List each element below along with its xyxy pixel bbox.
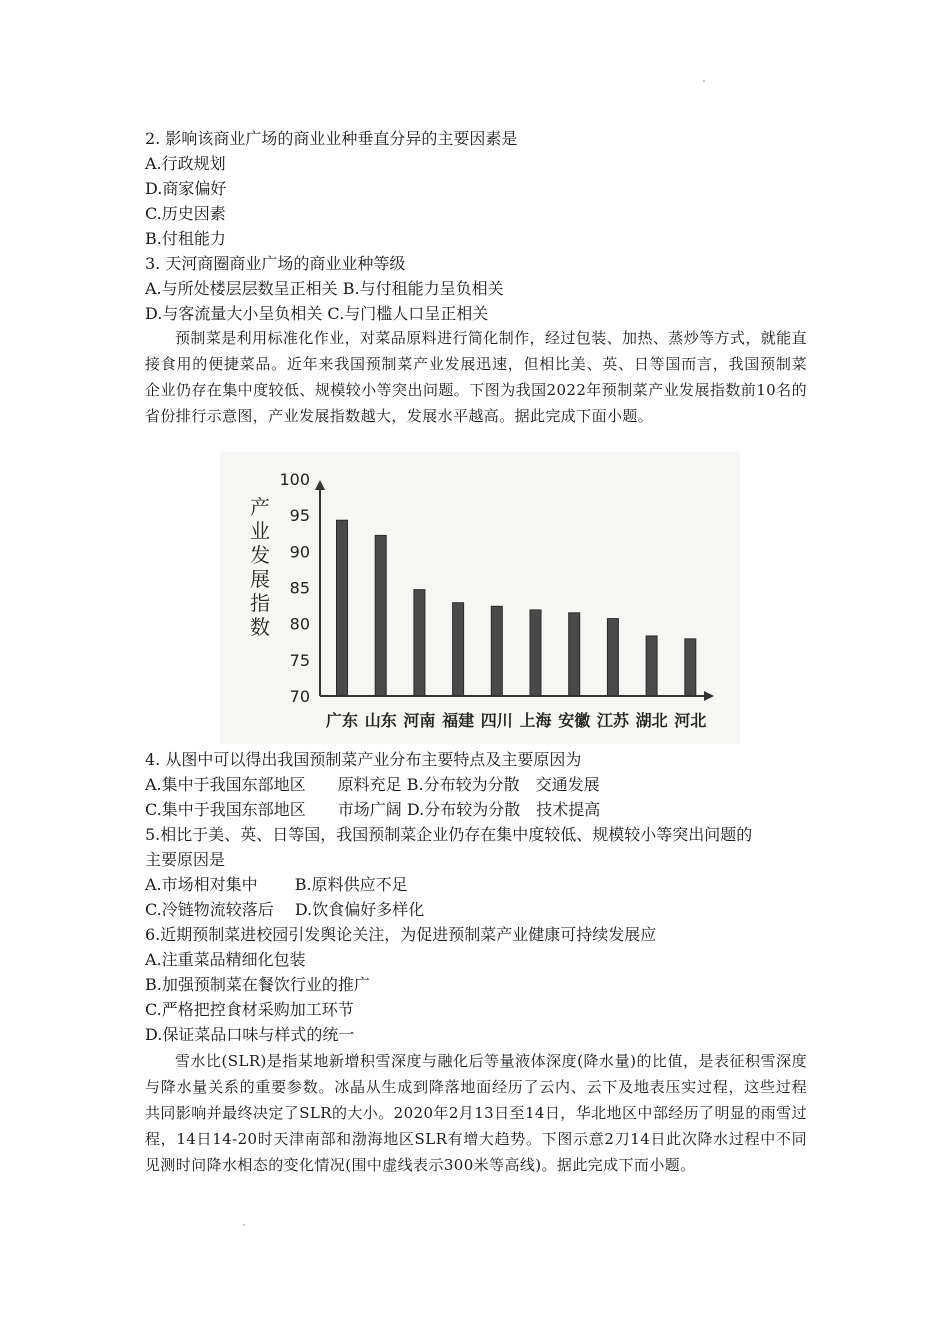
q4-option: A.集中于我国东部地区 原料充足 B.分布较为分散 交通发展 <box>145 775 600 794</box>
bar-湖北 <box>646 636 657 696</box>
x-category-label: 江苏 <box>596 711 629 730</box>
q2-option: C.历史因素 <box>145 204 226 223</box>
q4-stem: 4. 从图中可以得出我国预制菜产业分布主要特点及主要原因为 <box>145 750 582 769</box>
bar-四川 <box>491 606 502 696</box>
bar-广东 <box>337 520 348 696</box>
y-tick-label: 70 <box>289 687 310 706</box>
x-category-label: 上海 <box>519 711 552 730</box>
q6-option: C.严格把控食材采购加工环节 <box>145 1000 354 1019</box>
scan-speck <box>243 1224 245 1226</box>
q6-option: B.加强预制菜在餐饮行业的推广 <box>145 975 370 994</box>
bar-上海 <box>530 610 541 696</box>
bar-chart-figure <box>220 452 740 744</box>
x-category-label: 山东 <box>364 711 397 730</box>
bar-山东 <box>375 535 386 696</box>
bar-福建 <box>453 603 464 696</box>
q6-stem: 6.近期预制菜进校园引发舆论关注，为促进预制菜产业健康可持续发展应 <box>145 925 657 944</box>
x-category-label: 湖北 <box>635 711 668 730</box>
bar-安徽 <box>569 613 580 696</box>
bar-chart <box>220 452 740 744</box>
q6-option: A.注重菜品精细化包装 <box>145 950 306 969</box>
y-tick-label: 90 <box>289 542 310 562</box>
x-category-label: 广东 <box>325 711 359 730</box>
y-axis-label: 产业发展指数 <box>250 495 270 639</box>
y-axis-title <box>250 495 270 639</box>
x-category-label: 河北 <box>674 711 707 730</box>
q3-option: D.与客流量大小呈负相关 C.与门槛人口呈正相关 <box>145 304 489 323</box>
y-tick-label: 95 <box>289 506 310 526</box>
scan-speck <box>703 80 705 82</box>
x-category-label: 河南 <box>403 711 436 730</box>
bar-河北 <box>685 639 696 696</box>
x-axis-labels <box>326 711 706 730</box>
passage-snow-ratio: 雪水比(SLR)是指某地新增积雪深度与融化后等量液体深度(降水量)的比值，是表征积雪深度与降水量关系的重要参数。冰晶从生成到降落地面经历了云内、云下及地表压实过程，这些过程共同影响并最终决定了SLR的大小。2020年2月13日至14日，华北地区中部经历了明显的雨雪过程，14日14-20时天津南部和渤海地区SLR有增大趋势。下图示意2刀14日此次降水过程中不同见测时问降水相态的变化情况(围中虚线表示300米等高线)。据此完成下而小题。 <box>145 1052 807 1174</box>
passage-prepared-food: 预制菜是利用标准化作业，对菜品原料进行简化制作，经过包装、加热、蒸炒等方式，就能直接食用的便捷菜品。近年来我国预制菜产业发展迅速，但相比美、英、日等国而言，我国预制菜企业仍存在集中度较低、规模较小等突出问题。下图为我国2022年预制菜产业发展指数前10名的省份排行示意图，产业发展指数越大，发展水平越高。据此完成下面小题。 <box>145 329 807 425</box>
y-axis-ticks <box>279 470 310 706</box>
bar-河南 <box>414 590 425 696</box>
q3-option: A.与所处楼层层数呈正相关 B.与付租能力呈负相关 <box>145 279 504 298</box>
q5-stem: 5.相比于美、英、日等国，我国预制菜企业仍存在集中度较低、规模较小等突出问题的 <box>145 825 753 844</box>
x-category-label: 安徽 <box>558 711 591 730</box>
bar-江苏 <box>607 619 618 696</box>
q6-option: D.保证菜品口味与样式的统一 <box>145 1025 355 1044</box>
q5-option: A.市场相对集中 B.原料供应不足 <box>145 875 408 894</box>
q3-stem: 3. 天河商圈商业广场的商业业种等级 <box>145 254 406 273</box>
y-tick-label: 85 <box>289 578 310 598</box>
q5-stem-cont: 主要原因是 <box>145 850 226 869</box>
x-category-label: 福建 <box>442 711 475 730</box>
q2-option: A.行政规划 <box>145 154 226 173</box>
y-tick-label: 100 <box>279 470 310 489</box>
q2-option: B.付租能力 <box>145 229 226 248</box>
x-axis-arrow <box>704 691 714 701</box>
y-axis-arrow <box>315 480 325 490</box>
x-category-label: 四川 <box>480 711 513 730</box>
bars <box>337 520 696 696</box>
q2-option: D.商家偏好 <box>145 179 227 198</box>
y-tick-label: 80 <box>289 614 310 634</box>
y-tick-label: 75 <box>289 650 310 670</box>
q2-stem: 2. 影响该商业广场的商业业种垂直分异的主要因素是 <box>145 129 518 148</box>
q5-option: C.冷链物流较落后 D.饮食偏好多样化 <box>145 900 425 919</box>
q4-option: C.集中于我国东部地区 市场广阔 D.分布较为分散 技术提高 <box>145 800 601 819</box>
